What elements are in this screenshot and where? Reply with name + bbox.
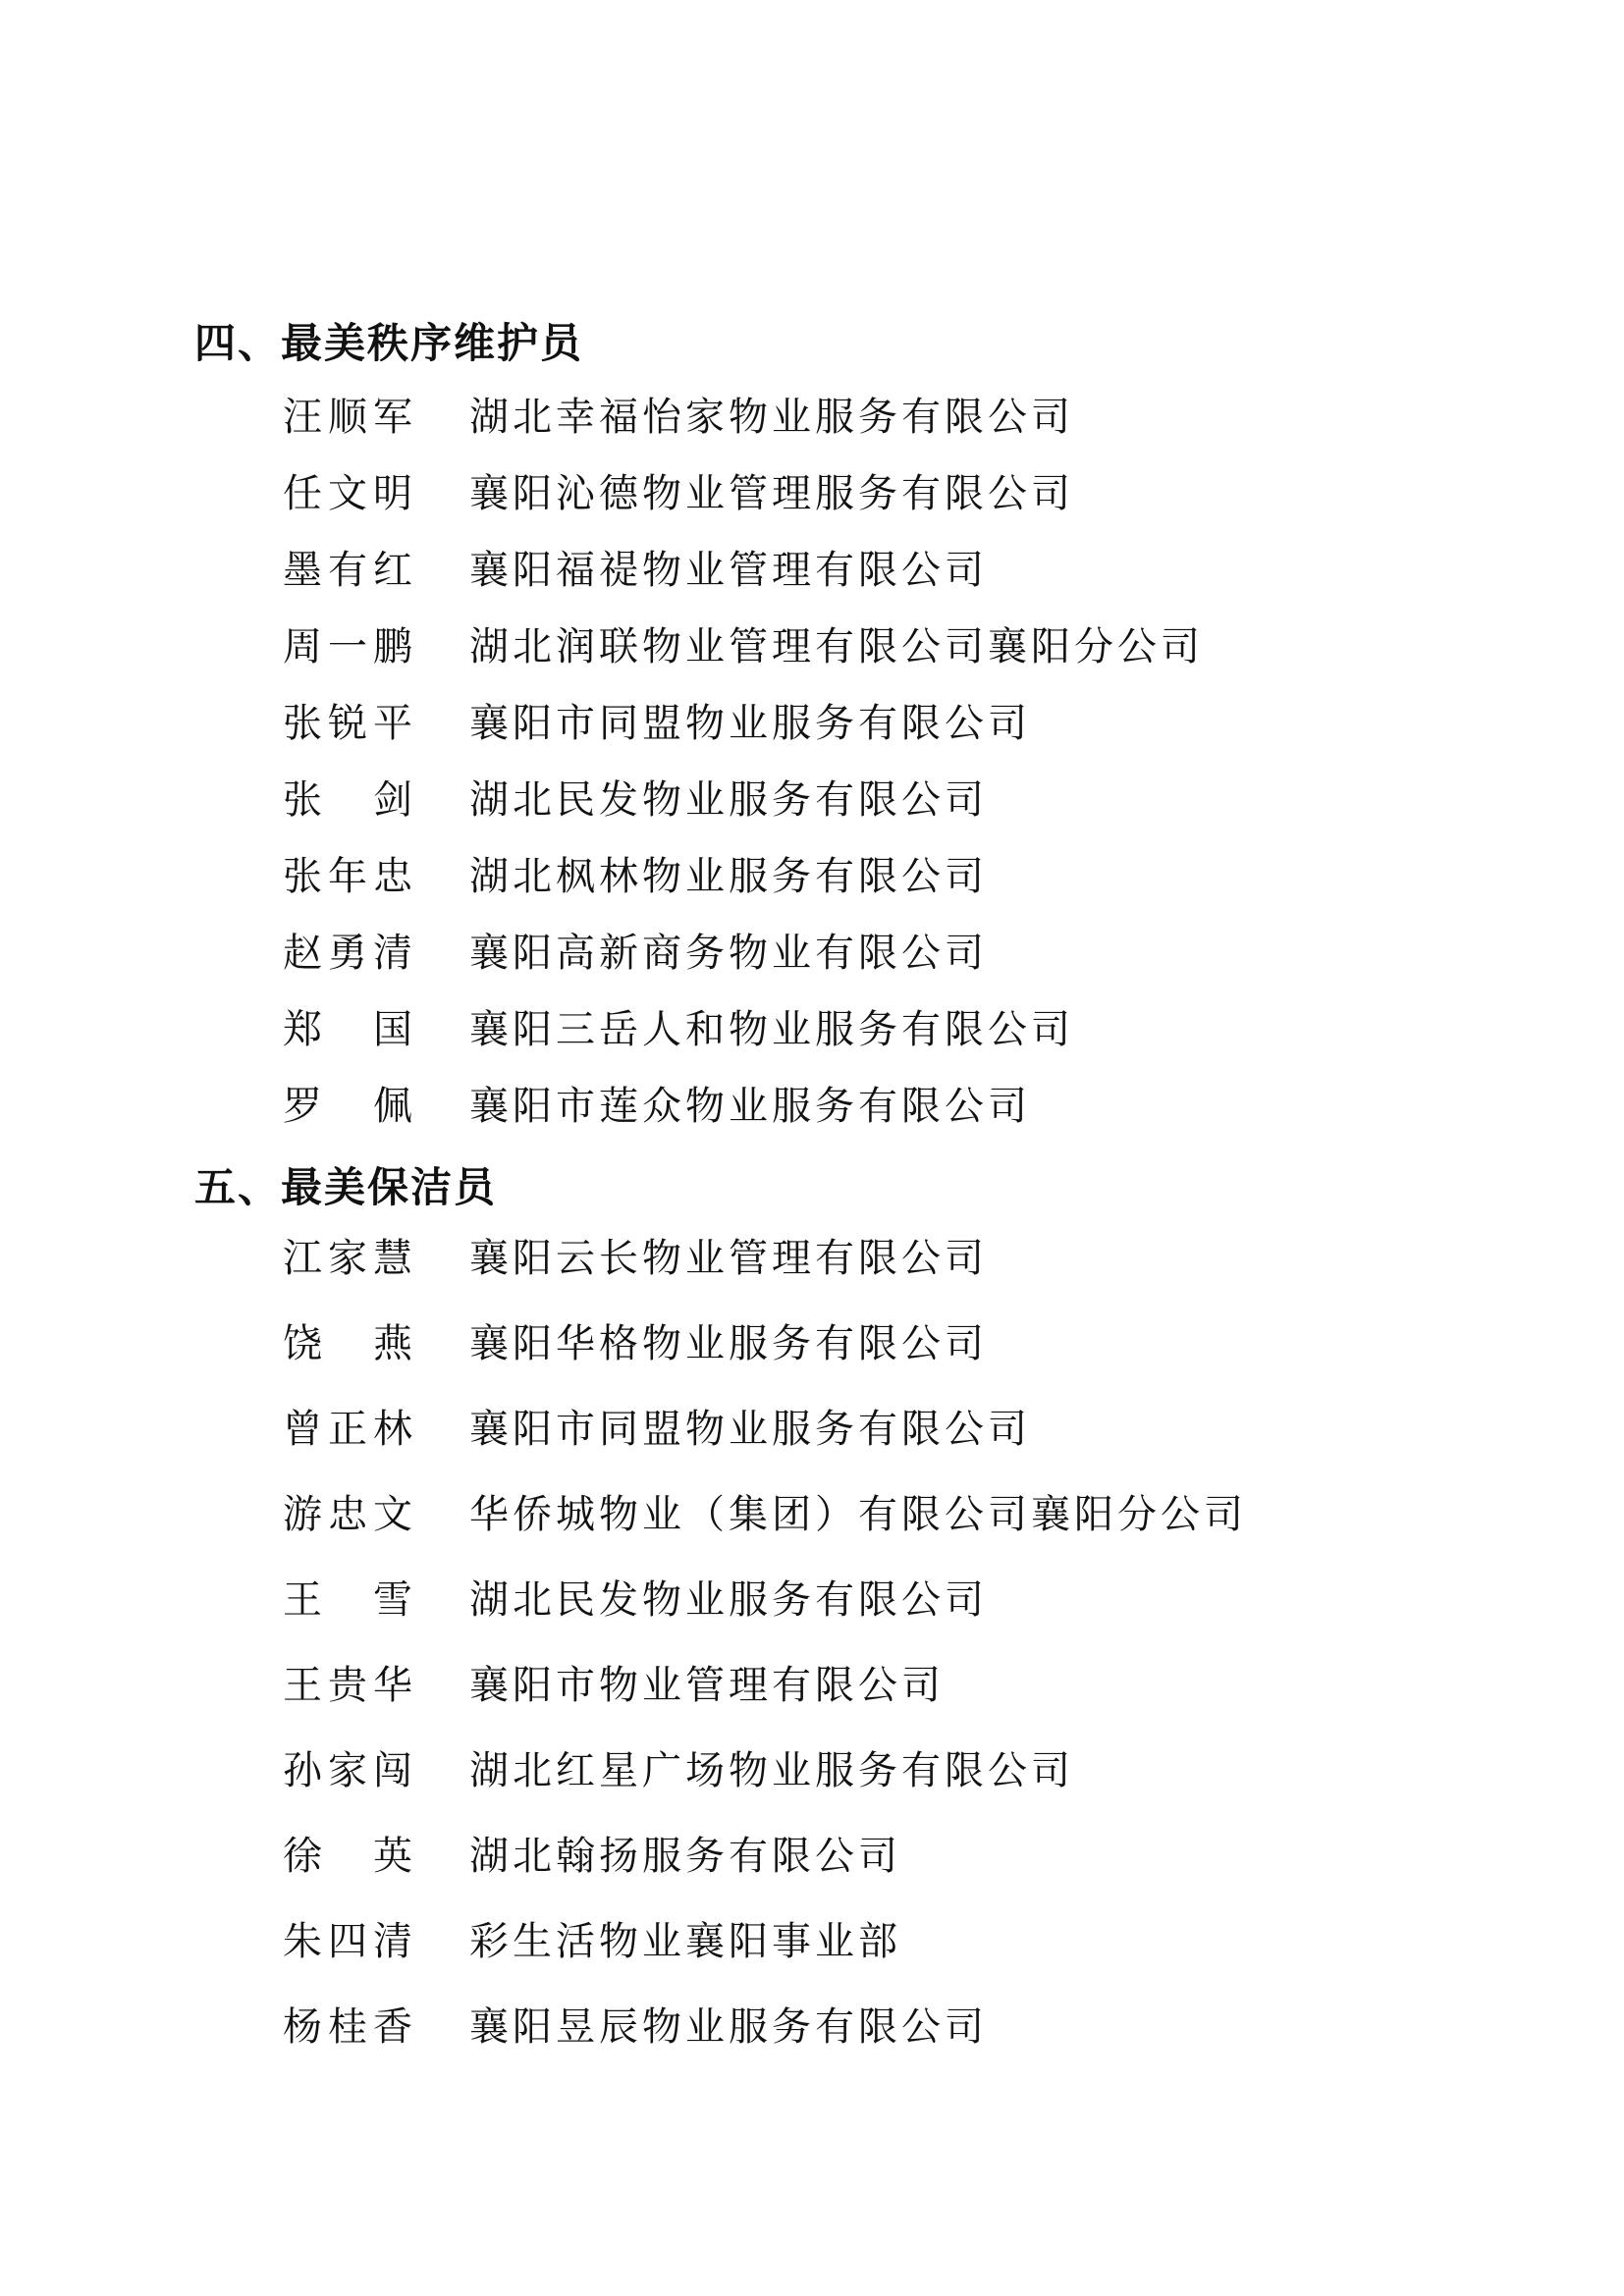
person-name: 任文明 [283,471,418,516]
company-name: 襄阳华格物业服务有限公司 [469,1321,988,1366]
company-name: 襄阳市同盟物业服务有限公司 [469,701,1031,746]
person-name: 张年忠 [283,854,418,899]
section-title-4: 四、最美秩序维护员 [194,319,584,367]
person-name: 张 剑 [283,777,418,823]
person-name: 徐 英 [283,1834,418,1879]
person-name: 郑 国 [283,1007,418,1052]
person-name: 朱四清 [283,1919,418,1964]
company-name: 华侨城物业（集团）有限公司襄阳分公司 [469,1492,1247,1537]
company-name: 湖北民发物业服务有限公司 [469,1577,988,1623]
person-name: 汪顺军 [283,395,418,440]
company-name: 彩生活物业襄阳事业部 [469,1919,901,1964]
company-name: 襄阳昱辰物业服务有限公司 [469,2004,988,2050]
company-name: 襄阳福禔物业管理有限公司 [469,548,988,593]
person-name: 杨桂香 [283,2004,418,2050]
company-name: 湖北枫林物业服务有限公司 [469,854,988,899]
company-name: 湖北红星广场物业服务有限公司 [469,1748,1074,1793]
company-name: 襄阳高新商务物业有限公司 [469,931,988,976]
person-name: 墨有红 [283,548,418,593]
company-name: 湖北翰扬服务有限公司 [469,1834,901,1879]
company-name: 襄阳市同盟物业服务有限公司 [469,1407,1031,1452]
company-name: 襄阳云长物业管理有限公司 [469,1236,988,1281]
company-name: 襄阳沁德物业管理服务有限公司 [469,471,1074,516]
person-name: 饶 燕 [283,1321,418,1366]
person-name: 王贵华 [283,1663,418,1708]
person-name: 罗 佩 [283,1084,418,1129]
company-name: 湖北润联物业管理有限公司襄阳分公司 [469,624,1204,669]
company-name: 湖北民发物业服务有限公司 [469,777,988,823]
person-name: 赵勇清 [283,931,418,976]
company-name: 襄阳市物业管理有限公司 [469,1663,945,1708]
person-name: 周一鹏 [283,624,418,669]
company-name: 襄阳市莲众物业服务有限公司 [469,1084,1031,1129]
company-name: 湖北幸福怡家物业服务有限公司 [469,395,1074,440]
person-name: 游忠文 [283,1492,418,1537]
section-title-5: 五、最美保洁员 [194,1163,498,1211]
person-name: 王 雪 [283,1577,418,1623]
person-name: 孙家闯 [283,1748,418,1793]
company-name: 襄阳三岳人和物业服务有限公司 [469,1007,1074,1052]
person-name: 曾正林 [283,1407,418,1452]
person-name: 张锐平 [283,701,418,746]
person-name: 江家慧 [283,1236,418,1281]
